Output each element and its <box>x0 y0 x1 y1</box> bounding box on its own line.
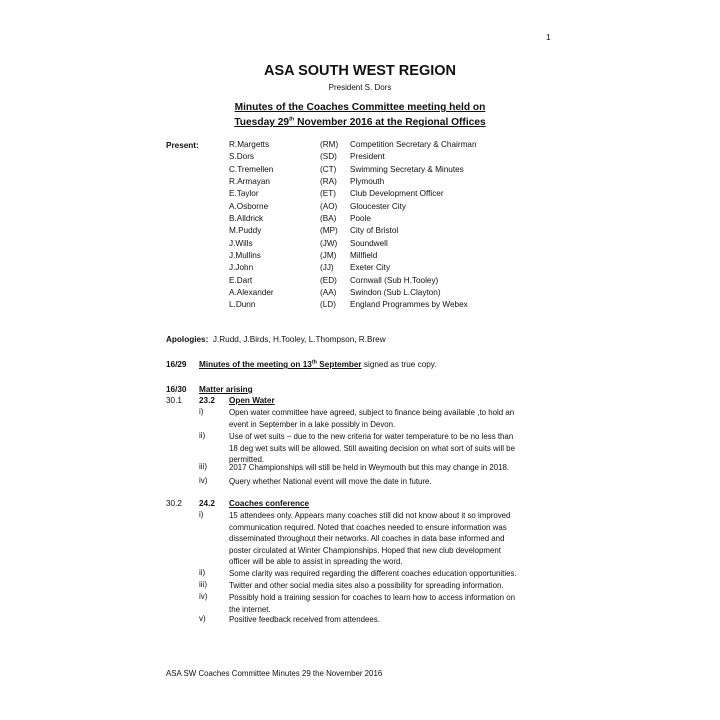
attendee-name: A.Osborne <box>229 201 269 211</box>
point-bullet: i) <box>199 510 204 519</box>
attendee-row <box>229 251 549 263</box>
point-bullet: iii) <box>199 580 207 589</box>
point-text <box>229 510 559 568</box>
item-1630-number: 16/30 <box>166 385 187 394</box>
point-text-line: Use of wet suits – due to the new criteria for water temperature to be no less than <box>229 432 514 441</box>
point-text-line: Open water committee have agreed, subject to finance being available ,to hold an <box>229 408 515 417</box>
minutes-heading-line1: Minutes of the Coaches Committee meeting held on <box>234 102 486 113</box>
point-text-line: 2017 Championships will still be held in Weymouth but this may change in 2018. <box>229 463 510 472</box>
attendee-name: B.Alldrick <box>229 214 264 224</box>
document-title: ASA SOUTH WEST REGION <box>264 63 456 79</box>
attendee-initials: (AA) <box>320 288 337 298</box>
point-text-line: Query whether National event will move the date in future. <box>229 477 432 486</box>
minutes-heading-line2: Tuesday 29th November 2016 at the Regional Offices <box>234 116 486 128</box>
point-bullet: iii) <box>199 462 207 471</box>
point-text-line: communication required. Noted that coaches needed to ensure information was <box>229 522 507 532</box>
attendee-initials: (JJ) <box>320 263 334 273</box>
sub-302-ref: 24.2 <box>199 499 215 508</box>
attendee-name: S.Dors <box>229 152 255 162</box>
attendee-role: Plymouth <box>350 177 385 187</box>
attendee-initials: (MP) <box>320 226 338 236</box>
attendee-row <box>229 239 549 251</box>
president-line: President S. Dors <box>328 83 392 92</box>
attendee-role: Gloucester City <box>350 201 406 211</box>
attendee-initials: (AO) <box>320 201 338 211</box>
attendee-name: E.Taylor <box>229 189 259 199</box>
sub-301-ref: 23.2 <box>199 396 215 405</box>
attendee-row <box>229 226 549 238</box>
present-label: Present: <box>166 141 199 150</box>
point-text <box>229 431 559 466</box>
point-text <box>229 592 559 615</box>
point-text-line: Twitter and other social media sites also a possibility for spreading information. <box>229 581 504 590</box>
attendee-name: M.Puddy <box>229 226 262 236</box>
point-text-line: 15 attendees only. Appears many coaches still did not know about it so improved <box>229 511 511 520</box>
point-text-line: disseminated throughout their networks. All coaches in data base informed and <box>229 534 505 544</box>
attendee-initials: (BA) <box>320 214 337 224</box>
point-text <box>229 568 559 580</box>
attendee-row <box>229 300 549 312</box>
point-bullet: iv) <box>199 476 208 485</box>
attendee-row <box>229 140 549 152</box>
attendee-role: Swimming Secretary & Minutes <box>350 164 464 174</box>
attendee-role: Exeter City <box>350 263 391 273</box>
item-1629-number: 16/29 <box>166 360 187 369</box>
point-text-line: the internet. <box>229 604 271 614</box>
point-bullet: ii) <box>199 431 206 440</box>
point-bullet: v) <box>199 614 206 623</box>
attendee-initials: (JW) <box>320 238 338 248</box>
point-bullet: ii) <box>199 568 206 577</box>
item-1630-title: Matter arising <box>199 385 253 394</box>
attendee-role: Competition Secretary & Chairman <box>350 140 477 149</box>
attendee-role: City of Bristol <box>350 226 399 236</box>
attendee-list <box>229 140 549 313</box>
attendee-initials: (ET) <box>320 189 336 199</box>
attendee-name: L.Dunn <box>229 300 256 310</box>
point-text-line: Possibly hold a training session for coaches to learn how to access information on <box>229 593 515 602</box>
page-number: 1 <box>546 32 551 42</box>
attendee-role: Poole <box>350 214 371 224</box>
attendee-name: J.Wills <box>229 238 253 248</box>
point-text <box>229 462 559 474</box>
point-text <box>229 407 559 430</box>
attendee-initials: (JM) <box>320 251 337 261</box>
attendee-initials: (RM) <box>320 140 339 149</box>
attendee-row <box>229 263 549 275</box>
page-footer: ASA SW Coaches Committee Minutes 29 the November 2016 <box>166 669 383 678</box>
attendee-row <box>229 288 549 300</box>
point-text <box>229 476 559 488</box>
apologies-line: Apologies: J.Rudd, J.Birds, H.Tooley, L.Thompson, R.Brew <box>166 335 386 344</box>
attendee-row <box>229 214 549 226</box>
point-text-line: poster circulated at Winter Championships. Hoped that new club development <box>229 545 501 555</box>
attendee-name: E.Dart <box>229 275 253 285</box>
attendee-name: A.Alexander <box>229 288 274 298</box>
attendee-role: England Programmes by Webex <box>350 300 468 310</box>
attendee-role: Soundwell <box>350 238 388 248</box>
sub-302-title: Coaches conference <box>229 499 310 508</box>
attendee-initials: (LD) <box>320 300 336 310</box>
attendee-initials: (ED) <box>320 275 337 285</box>
point-text-line: permitted. <box>229 455 265 465</box>
point-text-line: officer will be able to assist in spreading the word. <box>229 557 403 567</box>
item-1629-text: Minutes of the meeting on 13th September signed as true copy. <box>199 359 437 369</box>
point-text-line: Some clarity was required regarding the different coaches education opportunities. <box>229 569 517 578</box>
point-text-line: event in September in a lake possibly in Devon. <box>229 419 396 429</box>
attendee-role: Club Development Officer <box>350 189 444 199</box>
sub-302-number: 30.2 <box>166 499 182 508</box>
attendee-role: Swindon (Sub L.Clayton) <box>350 288 441 298</box>
attendee-name: J.John <box>229 263 254 273</box>
attendee-initials: (RA) <box>320 177 337 187</box>
attendee-row <box>229 202 549 214</box>
attendee-name: J.Mullins <box>229 251 261 261</box>
attendee-role: Cornwall (Sub H.Tooley) <box>350 275 439 285</box>
sub-301-number: 30.1 <box>166 396 182 405</box>
attendee-initials: (CT) <box>320 164 337 174</box>
attendee-initials: (SD) <box>320 152 337 162</box>
attendee-name: R.Margetts <box>229 140 270 149</box>
point-bullet: iv) <box>199 592 208 601</box>
attendee-name: R.Armayan <box>229 177 270 187</box>
point-text-line: 18 deg wet suits will be allowed. Still awaiting decision on what sort of suits will be <box>229 443 515 453</box>
attendee-row <box>229 165 549 177</box>
point-bullet: i) <box>199 407 204 416</box>
sub-301-title: Open Water <box>229 396 275 405</box>
attendee-row <box>229 177 549 189</box>
point-text <box>229 580 559 592</box>
point-text <box>229 614 559 626</box>
attendee-row <box>229 276 549 288</box>
point-text-line: Positive feedback received from attendees. <box>229 615 380 624</box>
attendee-name: C.Tremellen <box>229 164 274 174</box>
attendee-row <box>229 152 549 164</box>
attendee-row <box>229 189 549 201</box>
attendee-role: President <box>350 152 385 162</box>
attendee-role: Millfield <box>350 251 378 261</box>
